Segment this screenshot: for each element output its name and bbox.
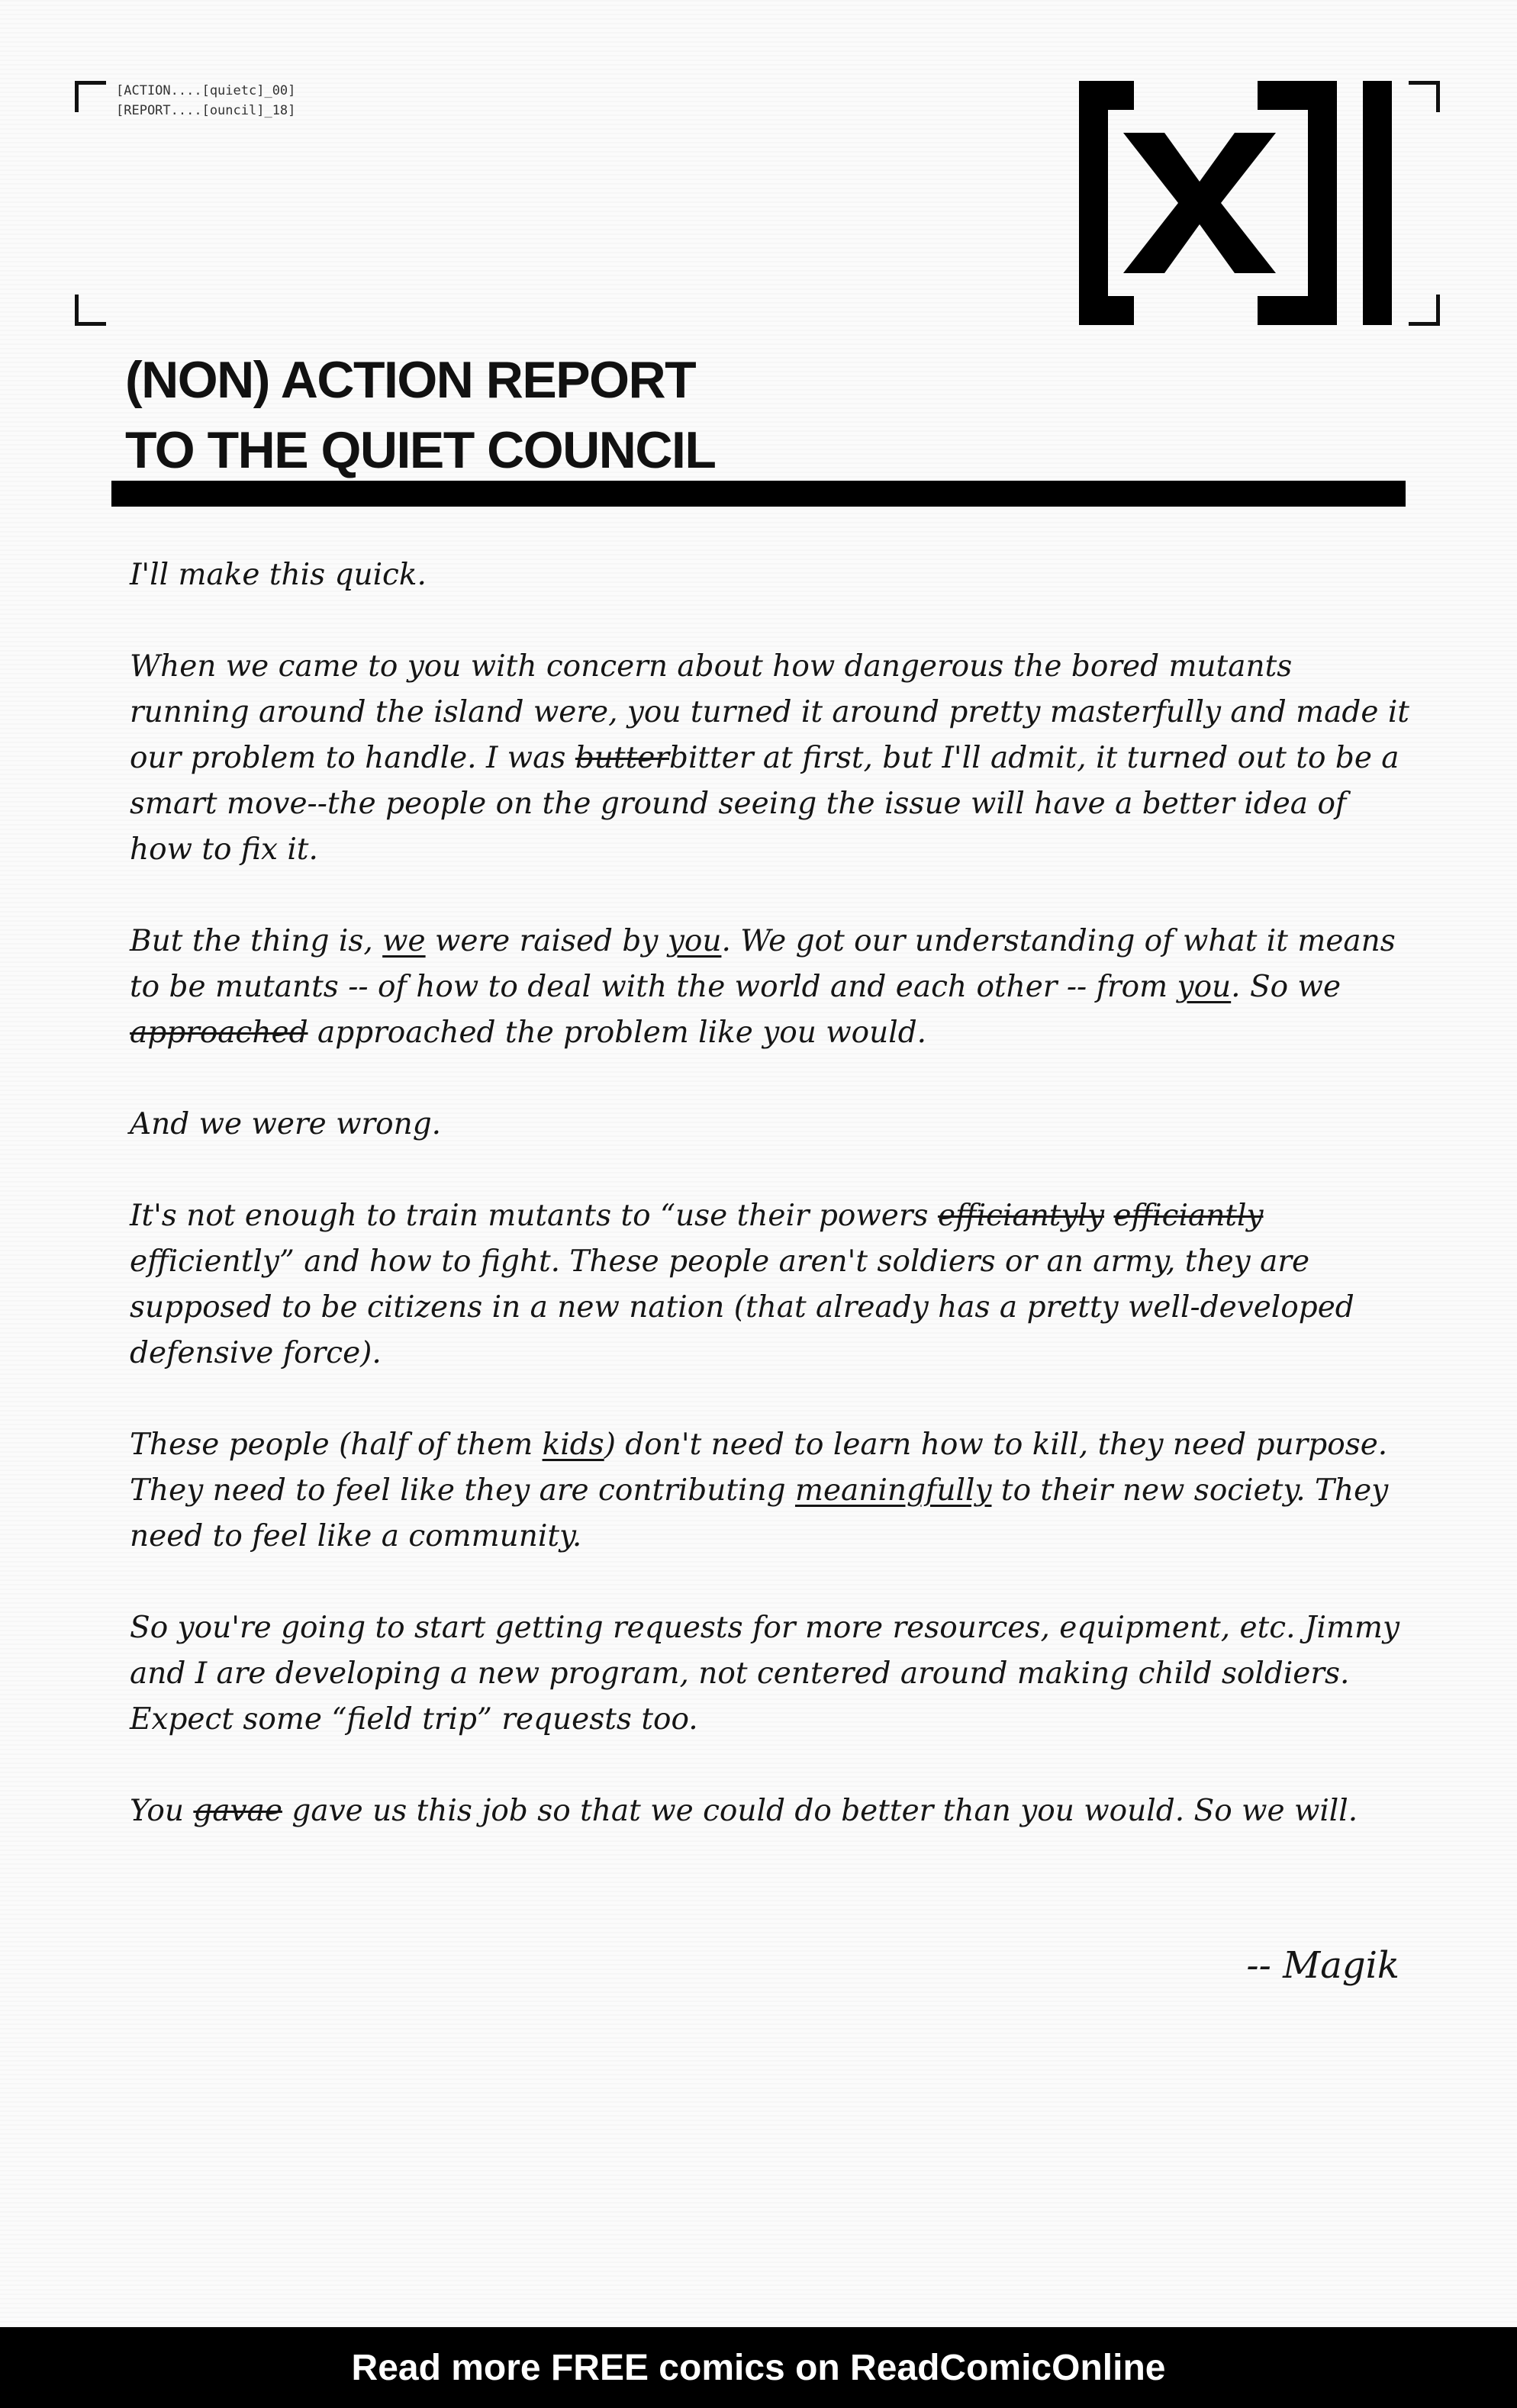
text-run: gave us this job so that we could do better than you would. So we will. xyxy=(282,1794,1358,1828)
paragraph-2 xyxy=(130,644,1412,873)
x-men-logo-icon xyxy=(1079,81,1392,325)
corner-bracket-bottom-left xyxy=(75,295,106,326)
signature: -- Magik xyxy=(1246,1944,1399,1987)
letter-body xyxy=(130,552,1412,1880)
title-line-2: TO THE QUIET COUNCIL xyxy=(125,421,716,479)
text-run: to their new society. They need to feel like a community. xyxy=(130,1473,1389,1553)
paragraph-3 xyxy=(130,919,1412,1056)
paragraph-5 xyxy=(130,1193,1412,1376)
struck-word: efficiantly xyxy=(1113,1199,1264,1233)
underlined-word: you xyxy=(667,924,722,958)
text-run: bitter at first, but I'll admit, it turned out to be a smart move--the people on the ground seeing the issue will have a better idea of how to fix it. xyxy=(130,741,1399,867)
underlined-word: meaningfully xyxy=(794,1473,992,1508)
text-run: were raised by xyxy=(425,924,668,958)
text-run xyxy=(1104,1199,1113,1233)
struck-word: efficiantyly xyxy=(937,1199,1105,1233)
corner-bracket-top-left xyxy=(75,81,106,112)
corner-bracket-top-right xyxy=(1409,81,1440,112)
underlined-word: we xyxy=(382,924,426,958)
paragraph-4: And we were wrong. xyxy=(130,1107,442,1141)
text-run: . So we xyxy=(1231,970,1341,1004)
paragraph-6 xyxy=(130,1422,1412,1560)
struck-word: approached xyxy=(130,1016,308,1050)
title-rule xyxy=(111,481,1406,507)
page-title xyxy=(125,345,715,485)
text-run: ) don't need to learn how to kill, they need purpose. They need to feel like they are contributing xyxy=(130,1428,1388,1508)
report-code-line: [REPORT....[ouncil]_18] xyxy=(116,103,296,118)
text-run: approached the problem like you would. xyxy=(308,1016,927,1050)
struck-word: gavae xyxy=(193,1794,282,1828)
corner-bracket-bottom-right xyxy=(1409,295,1440,326)
underlined-word: you xyxy=(1177,970,1232,1004)
text-run: But the thing is, xyxy=(130,924,383,958)
text-run: When we came to you with concern about how dangerous the bored mutants running around the island were, you turned it around pretty masterfully and made it our problem to handle. I was xyxy=(130,649,1409,775)
paragraph-1: I'll make this quick. xyxy=(130,558,427,592)
text-run: These people (half of them xyxy=(130,1428,543,1462)
underlined-word: kids xyxy=(542,1428,604,1462)
text-run: It's not enough to train mutants to “use their powers xyxy=(130,1199,938,1233)
text-run: You xyxy=(130,1794,194,1828)
paragraph-8 xyxy=(130,1788,1412,1834)
text-run: efficiently” and how to fight. These people aren't soldiers or an army, they are supposed to be citizens in a new nation (that already has a pretty well-developed defensive force). xyxy=(130,1244,1354,1370)
paragraph-7: So you're going to start getting requests for more resources, equipment, etc. Jimmy and I are developing a new program, not centered around making child soldiers. Expect some “field trip” requests too. xyxy=(130,1611,1399,1737)
report-code-line: [ACTION....[quietc]_00] xyxy=(116,83,296,98)
promo-footer-link[interactable]: Read more FREE comics on ReadComicOnline xyxy=(0,2327,1517,2408)
struck-word: butter xyxy=(575,741,669,775)
title-line-1: (NON) ACTION REPORT xyxy=(125,351,696,409)
report-codes xyxy=(116,81,295,121)
text-run: . We got our understanding of what it means to be mutants -- of how to deal with the world and each other -- from xyxy=(130,924,1396,1004)
